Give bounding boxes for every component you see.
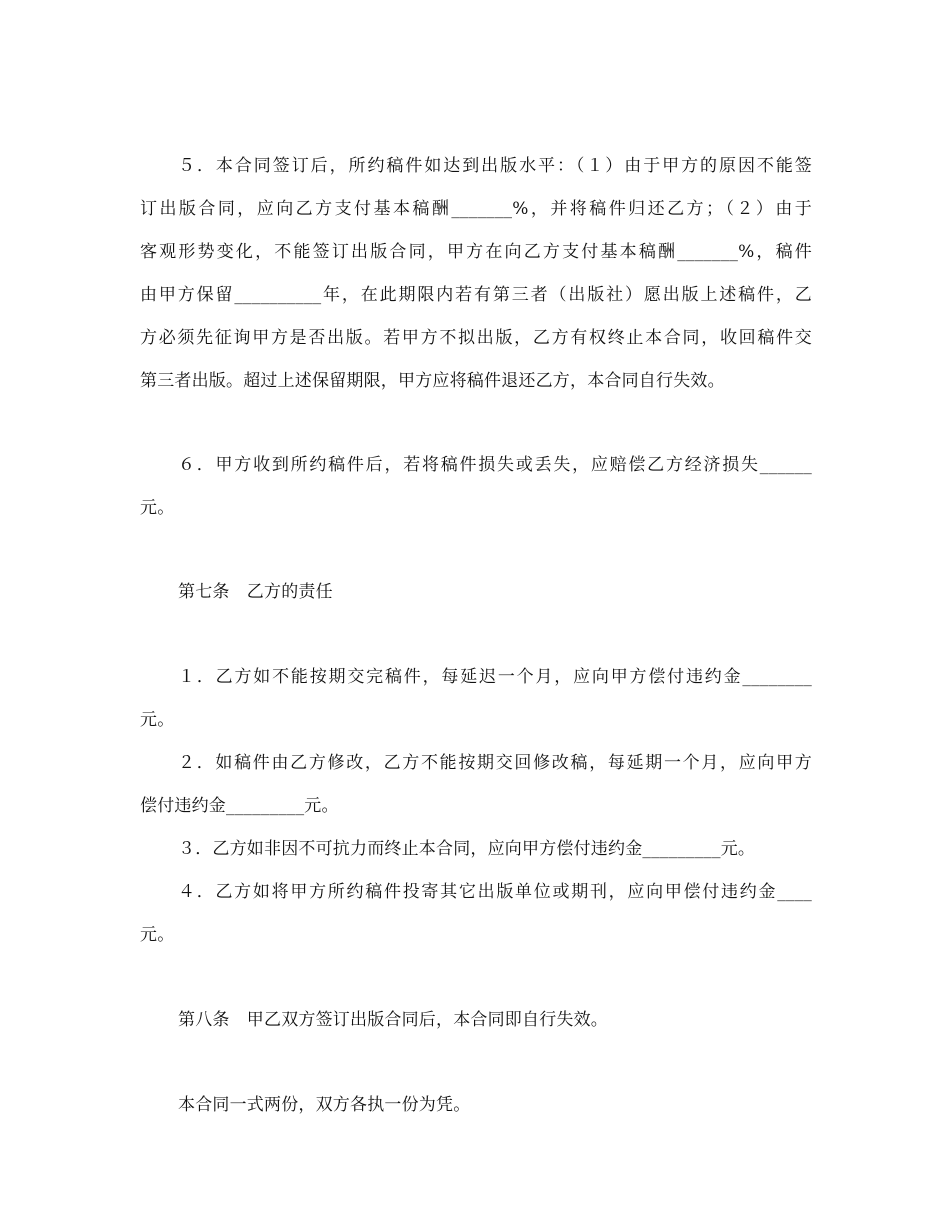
clause-5-line-3: 客观形势变化，不能签订出版合同，甲方在向乙方支付基本稿酬_______%，稿件 [140, 242, 812, 262]
clause-5-line-4: 由甲方保留__________年，在此期限内若有第三者（出版社）愿出版上述稿件，乙 [140, 285, 812, 305]
clause-6-line-2: 元。 [140, 498, 175, 518]
clause-6-line-1: ６．甲方收到所约稿件后，若将稿件损失或丢失，应赔偿乙方经济损失______ [178, 455, 812, 475]
clause-5-line-6: 第三者出版。超过上述保留期限，甲方应将稿件退还乙方，本合同自行失效。 [140, 371, 725, 391]
article-7-item-4-line-2: 元。 [140, 925, 175, 945]
article-8: 第八条 甲乙双方签订出版合同后，本合同即自行失效。 [178, 1010, 608, 1030]
clause-5-line-5: 方必须先征询甲方是否出版。若甲方不拟出版，乙方有权终止本合同，收回稿件交 [140, 328, 812, 348]
clause-5-line-2: 订出版合同，应向乙方支付基本稿酬_______%，并将稿件归还乙方；（２）由于 [140, 199, 812, 219]
closing-statement: 本合同一式两份，双方各执一份为凭。 [178, 1095, 471, 1115]
clause-5-line-1: ５．本合同签订后，所约稿件如达到出版水平：（１）由于甲方的原因不能签 [178, 156, 812, 176]
article-7-item-1-line-1: １．乙方如不能按期交完稿件，每延迟一个月，应向甲方偿付违约金________ [178, 667, 812, 687]
article-7-item-2-line-2: 偿付违约金_________元。 [140, 796, 339, 816]
article-7-heading: 第七条 乙方的责任 [178, 582, 333, 602]
article-7-item-4-line-1: ４．乙方如将甲方所约稿件投寄其它出版单位或期刊，应向甲偿付违约金____ [178, 882, 812, 902]
article-7-item-2-line-1: ２．如稿件由乙方修改，乙方不能按期交回修改稿，每延期一个月，应向甲方 [178, 753, 812, 773]
article-7-item-3-line-1: ３．乙方如非因不可抗力而终止本合同，应向甲方偿付违约金_________元。 [178, 839, 756, 859]
article-7-item-1-line-2: 元。 [140, 710, 175, 730]
